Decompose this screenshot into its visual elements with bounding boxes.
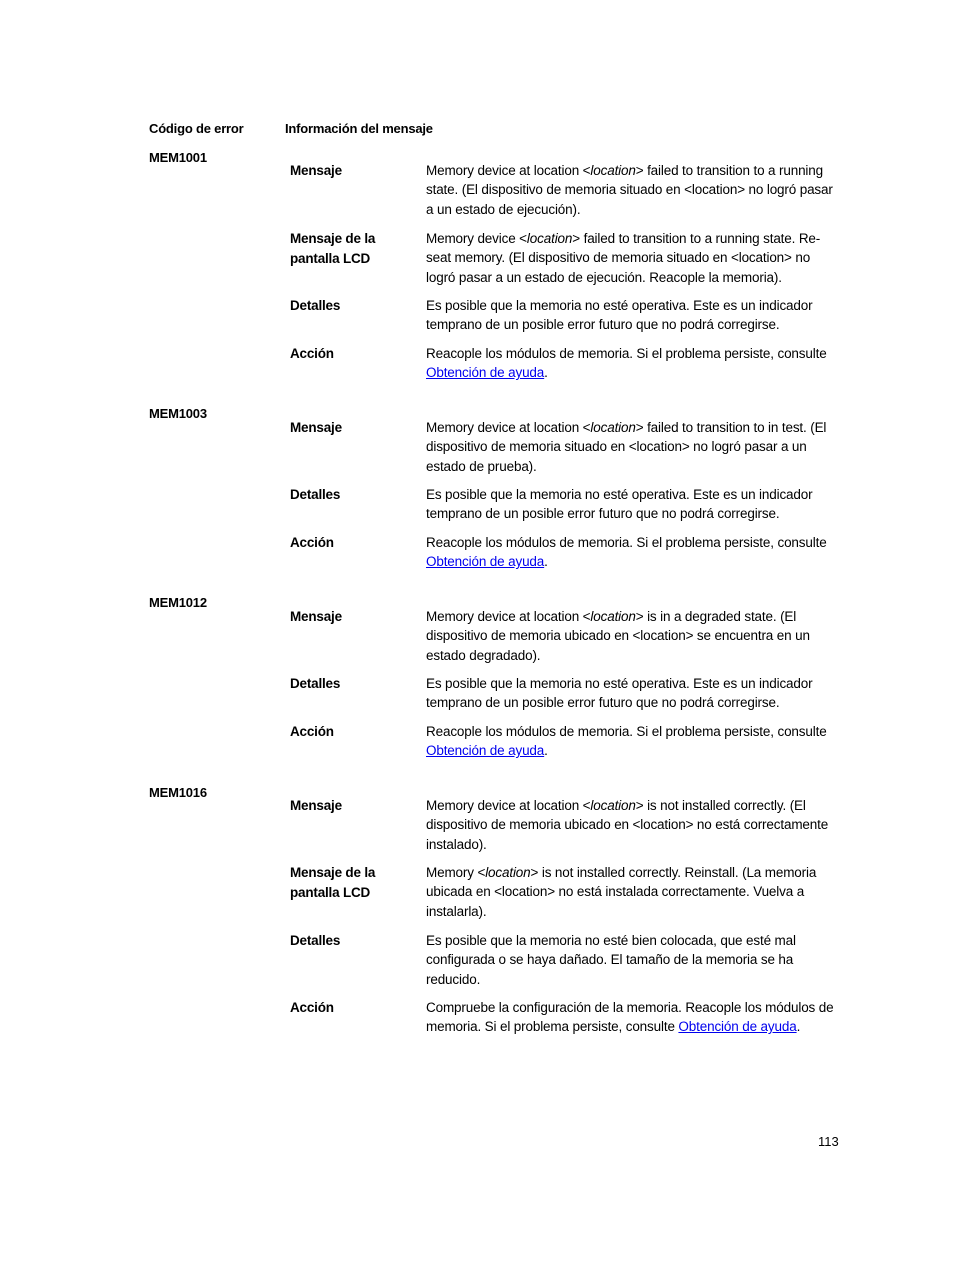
help-link[interactable]: Obtención de ayuda: [678, 1019, 797, 1035]
row-text: Reacople los módulos de memoria. Si el problema persiste, consulte Obtención de ayuda.: [426, 346, 827, 381]
row-label: Acción: [290, 346, 334, 361]
row-label: Acción: [290, 535, 334, 550]
column-header-info: Información del mensaje: [285, 121, 433, 136]
row-text: Memory device at location <location> failed to transition to in test. (El dispositivo de memoria situado en <location> no logró pasar a un estado de prueba).: [426, 420, 827, 474]
row-text: Es posible que la memoria no esté operativa. Este es un indicador temprano de un posible error futuro que no podrá corregirse.: [426, 487, 813, 522]
row-label: Detalles: [290, 298, 341, 313]
row-text: Memory device at location <location> failed to transition to a running state. (El dispositivo de memoria situado en <location> no logró pasar a un estado de ejecución).: [426, 163, 833, 217]
help-link[interactable]: Obtención de ayuda: [426, 743, 545, 759]
row-label: Acción: [290, 724, 334, 739]
row-text: Es posible que la memoria no esté operativa. Este es un indicador temprano de un posible error futuro que no podrá corregirse.: [426, 298, 813, 333]
row-label: Mensaje de la pantalla LCD: [290, 865, 376, 900]
row-label: Mensaje: [290, 609, 342, 624]
help-link[interactable]: Obtención de ayuda: [426, 554, 545, 570]
row-label: Detalles: [290, 676, 341, 691]
row-text: Memory <location> is not installed correctly. Reinstall. (La memoria ubicada en <location> no está instalada correctamente. Vuelva a instalarla).: [426, 865, 817, 919]
error-code: MEM1003: [149, 406, 207, 421]
row-text: Es posible que la memoria no esté operativa. Este es un indicador temprano de un posible error futuro que no podrá corregirse.: [426, 676, 813, 711]
error-code: MEM1016: [149, 785, 207, 800]
column-header-code: Código de error: [149, 121, 244, 136]
help-link[interactable]: Obtención de ayuda: [426, 365, 545, 381]
row-label: Detalles: [290, 933, 341, 948]
row-label: Mensaje: [290, 420, 342, 435]
error-code: MEM1012: [149, 595, 207, 610]
error-code: MEM1001: [149, 150, 207, 165]
row-text: Reacople los módulos de memoria. Si el problema persiste, consulte Obtención de ayuda.: [426, 535, 827, 570]
row-text: Es posible que la memoria no esté bien colocada, que esté mal configurada o se haya dañado. El tamaño de la memoria se ha reducido.: [426, 933, 796, 987]
row-text: Memory device at location <location> is in a degraded state. (El dispositivo de memoria ubicado en <location> se encuentra en un estado degradado).: [426, 609, 810, 663]
row-label: Detalles: [290, 487, 341, 502]
row-text: Compruebe la configuración de la memoria. Reacople los módulos de memoria. Si el problema persiste, consulte Obtención de ayuda.: [426, 1000, 834, 1035]
row-label: Mensaje de la pantalla LCD: [290, 231, 376, 266]
row-label: Acción: [290, 1000, 334, 1015]
page-number: 113: [818, 1134, 839, 1149]
row-text: Memory device <location> failed to transition to a running state. Re-seat memory. (El dispositivo de memoria situado en <location> no logró pasar a un estado de ejecución. Reacople la memoria).: [426, 231, 821, 285]
row-text: Memory device at location <location> is not installed correctly. (El dispositivo de memoria ubicado en <location> no está correctamente instalado).: [426, 798, 829, 852]
row-label: Mensaje: [290, 163, 342, 178]
row-text: Reacople los módulos de memoria. Si el problema persiste, consulte Obtención de ayuda.: [426, 724, 827, 759]
row-label: Mensaje: [290, 798, 342, 813]
